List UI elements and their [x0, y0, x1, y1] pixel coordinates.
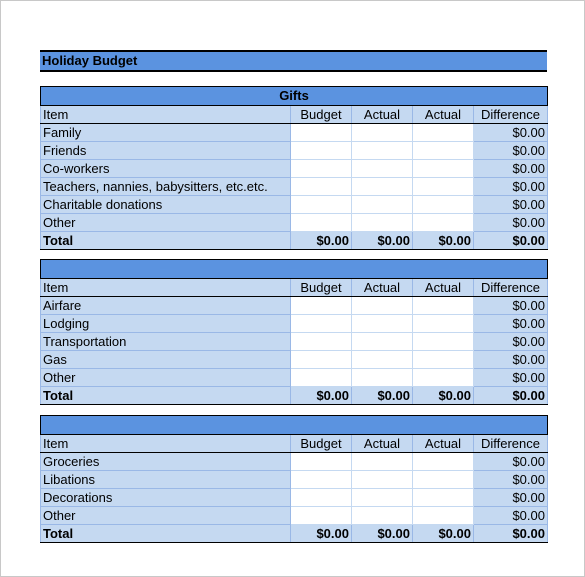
table-row [41, 196, 548, 214]
actual-cell[interactable] [352, 507, 413, 525]
column-budget: Budget [291, 279, 352, 297]
actual-cell[interactable] [352, 369, 413, 387]
row-item: Gas [41, 351, 291, 369]
actual-cell[interactable] [413, 507, 474, 525]
budget-cell[interactable] [291, 369, 352, 387]
column-actual: Actual [413, 435, 474, 453]
total-difference: $0.00 [474, 232, 548, 250]
table-row [41, 124, 548, 142]
total-actual: $0.00 [352, 525, 413, 543]
row-item: Transportation [41, 333, 291, 351]
budget-cell[interactable] [291, 124, 352, 142]
total-label: Total [41, 525, 291, 543]
total-label: Total [41, 232, 291, 250]
actual-cell[interactable] [413, 124, 474, 142]
table-row [41, 351, 548, 369]
column-actual: Actual [352, 435, 413, 453]
section-heading: Gifts [41, 87, 548, 106]
total-budget: $0.00 [291, 525, 352, 543]
actual-cell[interactable] [352, 453, 413, 471]
difference-cell: $0.00 [474, 315, 548, 333]
total-actual: $0.00 [352, 387, 413, 405]
table-row [41, 507, 548, 525]
budget-cell[interactable] [291, 507, 352, 525]
total-actual: $0.00 [413, 525, 474, 543]
row-item: Libations [41, 471, 291, 489]
total-difference: $0.00 [474, 525, 548, 543]
actual-cell[interactable] [413, 160, 474, 178]
budget-cell[interactable] [291, 453, 352, 471]
budget-cell[interactable] [291, 297, 352, 315]
total-budget: $0.00 [291, 387, 352, 405]
row-item: Other [41, 214, 291, 232]
gifts-table [40, 86, 548, 250]
budget-cell[interactable] [291, 160, 352, 178]
actual-cell[interactable] [352, 315, 413, 333]
actual-cell[interactable] [352, 124, 413, 142]
total-actual: $0.00 [413, 232, 474, 250]
food-table [40, 415, 548, 543]
budget-title: Holiday Budget [40, 50, 547, 72]
total-label: Total [41, 387, 291, 405]
actual-cell[interactable] [352, 489, 413, 507]
actual-cell[interactable] [413, 142, 474, 160]
difference-cell: $0.00 [474, 489, 548, 507]
column-item: Item [41, 106, 291, 124]
actual-cell[interactable] [352, 214, 413, 232]
actual-cell[interactable] [352, 297, 413, 315]
actual-cell[interactable] [413, 333, 474, 351]
budget-cell[interactable] [291, 351, 352, 369]
difference-cell: $0.00 [474, 214, 548, 232]
actual-cell[interactable] [413, 471, 474, 489]
actual-cell[interactable] [352, 160, 413, 178]
column-budget: Budget [291, 106, 352, 124]
row-item: Family [41, 124, 291, 142]
section-heading [41, 416, 548, 435]
travel-table [40, 259, 548, 405]
budget-cell[interactable] [291, 178, 352, 196]
row-item: Teachers, nannies, babysitters, etc.etc. [41, 178, 291, 196]
column-budget: Budget [291, 435, 352, 453]
actual-cell[interactable] [352, 142, 413, 160]
row-item: Other [41, 507, 291, 525]
actual-cell[interactable] [413, 369, 474, 387]
column-actual: Actual [352, 279, 413, 297]
budget-cell[interactable] [291, 489, 352, 507]
difference-cell: $0.00 [474, 196, 548, 214]
row-item: Friends [41, 142, 291, 160]
budget-cell[interactable] [291, 315, 352, 333]
table-row [41, 297, 548, 315]
budget-cell[interactable] [291, 214, 352, 232]
actual-cell[interactable] [413, 214, 474, 232]
difference-cell: $0.00 [474, 369, 548, 387]
table-row [41, 160, 548, 178]
column-difference: Difference [474, 106, 548, 124]
budget-cell[interactable] [291, 471, 352, 489]
column-item: Item [41, 435, 291, 453]
total-row [41, 387, 548, 405]
total-row [41, 232, 548, 250]
table-row [41, 142, 548, 160]
budget-cell[interactable] [291, 196, 352, 214]
actual-cell[interactable] [413, 196, 474, 214]
total-actual: $0.00 [352, 232, 413, 250]
column-difference: Difference [474, 435, 548, 453]
difference-cell: $0.00 [474, 124, 548, 142]
table-row [41, 453, 548, 471]
difference-cell: $0.00 [474, 160, 548, 178]
total-difference: $0.00 [474, 387, 548, 405]
row-item: Lodging [41, 315, 291, 333]
actual-cell[interactable] [352, 178, 413, 196]
difference-cell: $0.00 [474, 333, 548, 351]
table-row [41, 315, 548, 333]
table-row [41, 489, 548, 507]
actual-cell[interactable] [413, 453, 474, 471]
table-row [41, 369, 548, 387]
actual-cell[interactable] [413, 297, 474, 315]
actual-cell[interactable] [352, 196, 413, 214]
section-heading [41, 260, 548, 279]
total-budget: $0.00 [291, 232, 352, 250]
table-row [41, 333, 548, 351]
budget-cell[interactable] [291, 333, 352, 351]
difference-cell: $0.00 [474, 142, 548, 160]
actual-cell[interactable] [413, 351, 474, 369]
difference-cell: $0.00 [474, 297, 548, 315]
difference-cell: $0.00 [474, 453, 548, 471]
actual-cell[interactable] [413, 489, 474, 507]
row-item: Other [41, 369, 291, 387]
difference-cell: $0.00 [474, 351, 548, 369]
actual-cell[interactable] [413, 315, 474, 333]
row-item: Groceries [41, 453, 291, 471]
row-item: Airfare [41, 297, 291, 315]
actual-cell[interactable] [352, 333, 413, 351]
column-item: Item [41, 279, 291, 297]
difference-cell: $0.00 [474, 507, 548, 525]
difference-cell: $0.00 [474, 178, 548, 196]
actual-cell[interactable] [352, 351, 413, 369]
difference-cell: $0.00 [474, 471, 548, 489]
actual-cell[interactable] [352, 471, 413, 489]
column-difference: Difference [474, 279, 548, 297]
budget-cell[interactable] [291, 142, 352, 160]
actual-cell[interactable] [413, 178, 474, 196]
row-item: Charitable donations [41, 196, 291, 214]
column-actual: Actual [413, 279, 474, 297]
column-actual: Actual [352, 106, 413, 124]
total-row [41, 525, 548, 543]
row-item: Co-workers [41, 160, 291, 178]
table-row [41, 471, 548, 489]
row-item: Decorations [41, 489, 291, 507]
total-actual: $0.00 [413, 387, 474, 405]
table-row [41, 178, 548, 196]
table-row [41, 214, 548, 232]
column-actual: Actual [413, 106, 474, 124]
